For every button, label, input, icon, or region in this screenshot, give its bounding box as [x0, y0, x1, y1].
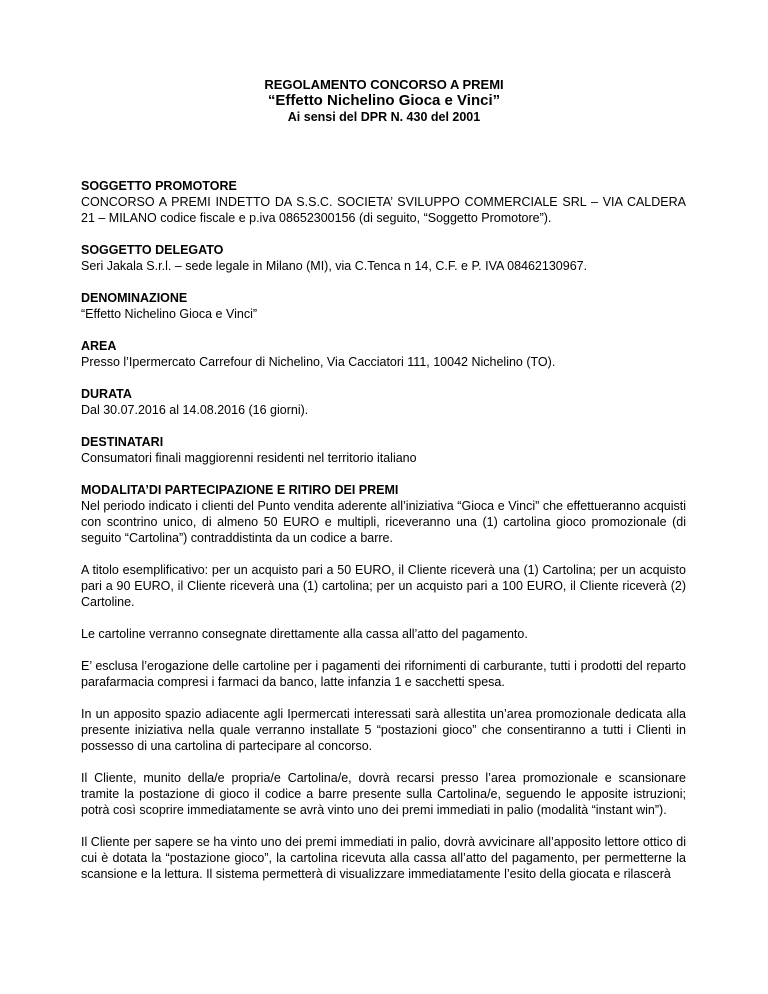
contest-name: “Effetto Nichelino Gioca e Vinci” — [267, 92, 501, 109]
section-destinatari — [81, 434, 686, 466]
section-title: DENOMINAZIONE — [81, 291, 188, 305]
paragraph: Il Cliente per sapere se ha vinto uno dei premi immediati in palio, dovrà avvicinare all’apposito lettore ottico di cui è dotata la “postazione gioco”, la cartolina ricevuta alla cassa all’atto del pagamento, per permetterne la scansione e la lettura. Il sistema permetterà di visualizzare immediatamente l’esito della giocata e rilascerà — [81, 835, 686, 881]
section-text: Consumatori finali maggiorenni residenti nel territorio italiano — [81, 451, 417, 465]
section-soggetto-delegato — [81, 242, 686, 274]
paragraph: Nel periodo indicato i clienti del Punto vendita aderente all’iniziativa “Gioca e Vinci” che effettueranno acquisti con scontrino unico, di almeno 50 EURO e multipli, riceveranno una (1) cartolina gioco promozionale (di seguito “Cartolina”) contraddistinta da un codice a barre. — [81, 499, 686, 545]
section-title: DURATA — [81, 387, 132, 401]
paragraph: Le cartoline verranno consegnate direttamente alla cassa all’atto del pagamento. — [81, 627, 528, 641]
section-text: Presso l’Ipermercato Carrefour di Nichelino, Via Cacciatori 111, 10042 Nichelino (TO). — [81, 355, 556, 369]
section-title: DESTINATARI — [81, 435, 164, 449]
section-text: Dal 30.07.2016 al 14.08.2016 (16 giorni). — [81, 403, 309, 417]
section-modalita — [81, 482, 686, 882]
section-area — [81, 338, 686, 370]
section-text: CONCORSO A PREMI INDETTO DA S.S.C. SOCIETA’ SVILUPPO COMMERCIALE SRL – VIA CALDERA 21 – MILANO codice fiscale e p.iva 08652300156 (di seguito, “Soggetto Promotore”). — [81, 195, 686, 225]
paragraph: A titolo esemplificativo: per un acquisto pari a 50 EURO, il Cliente riceverà una (1) Cartolina; per un acquisto pari a 90 EURO, il Cliente riceverà una (1) cartolina; per un acquisto pari a 100 EURO, il Cliente riceverà (2) Cartoline. — [81, 563, 686, 609]
document-title: REGOLAMENTO CONCORSO A PREMI — [264, 77, 504, 92]
section-title: SOGGETTO PROMOTORE — [81, 179, 237, 193]
section-title: MODALITA’DI PARTECIPAZIONE E RITIRO DEI PREMI — [81, 483, 399, 497]
section-title: SOGGETTO DELEGATO — [81, 243, 224, 257]
legal-reference: Ai sensi del DPR N. 430 del 2001 — [287, 110, 481, 124]
paragraph: Il Cliente, munito della/e propria/e Cartolina/e, dovrà recarsi presso l’area promozionale e scansionare tramite la postazione di gioco il codice a barre presente sulla Cartolina/e, seguendo le apposite istruzioni; potrà così scoprire immediatamente se avrà vinto uno dei premi immediati in palio (modalità “instant win”). — [81, 771, 686, 817]
paragraph: In un apposito spazio adiacente agli Ipermercati interessati sarà allestita un’area promozionale dedicata alla presente iniziativa nella quale verranno installate 5 “postazioni gioco” che consentiranno a tutti i Clienti in possesso di una cartolina di partecipare al concorso. — [81, 707, 686, 753]
paragraph: E’ esclusa l’erogazione delle cartoline per i pagamenti dei rifornimenti di carburante, tutti i prodotti del reparto parafarmacia compresi i farmaci da banco, latte infanzia 1 e sacchetti spesa. — [81, 659, 686, 689]
section-durata — [81, 386, 686, 418]
section-text: Seri Jakala S.r.l. – sede legale in Milano (MI), via C.Tenca n 14, C.F. e P. IVA 08462130967. — [81, 259, 588, 273]
section-soggetto-promotore — [81, 178, 686, 226]
section-title: AREA — [81, 339, 117, 353]
document-header — [0, 78, 768, 125]
document-body — [81, 178, 686, 898]
section-denominazione — [81, 290, 686, 322]
section-text: “Effetto Nichelino Gioca e Vinci” — [81, 307, 258, 321]
